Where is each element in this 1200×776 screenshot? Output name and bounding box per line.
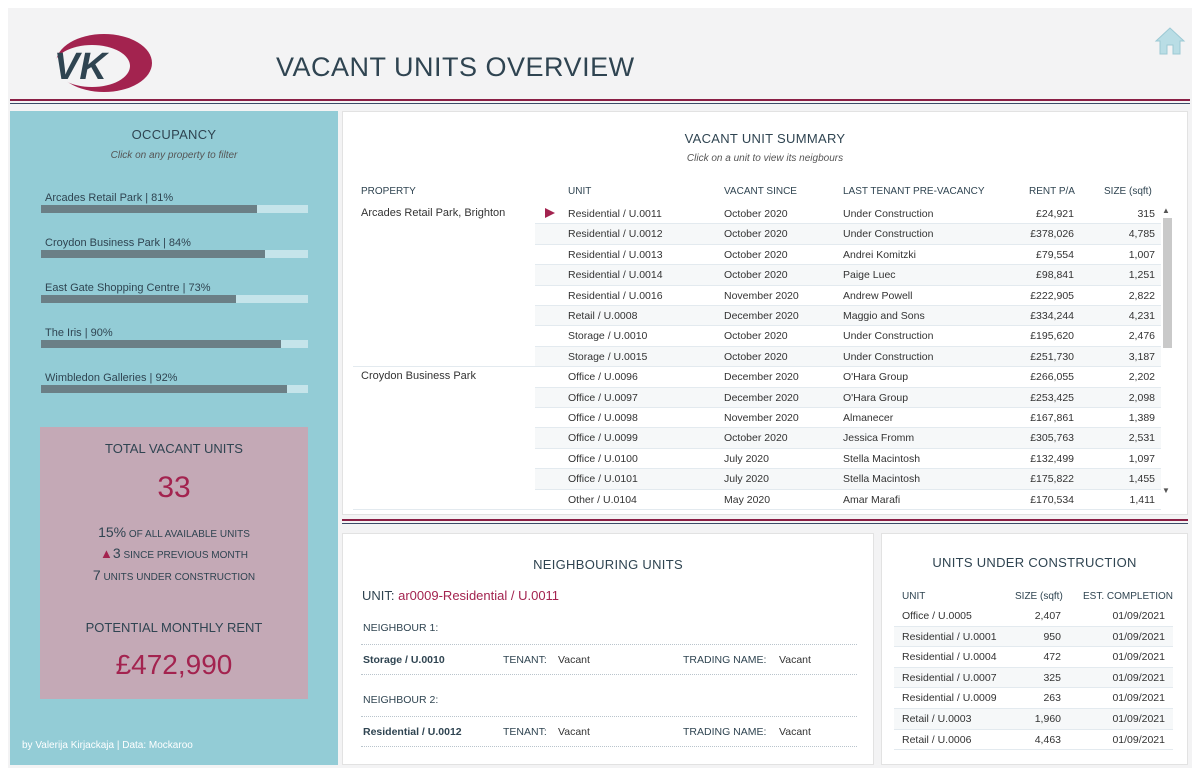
cell-cons-size: 1,960 [1034,713,1061,725]
table-row[interactable] [343,388,1161,408]
table-row[interactable] [343,408,1161,428]
cell-last-tenant: Under Construction [843,350,934,363]
neighbouring-units [342,533,874,765]
table-row[interactable] [343,347,1161,367]
cell-cons-size: 325 [1043,671,1061,684]
scroll-up-icon[interactable]: ▲ [1162,206,1170,215]
selected-unit [362,588,559,603]
col-last-tenant[interactable]: LAST TENANT PRE-VACANCY [843,186,985,197]
table-row[interactable] [894,688,1173,709]
col-size[interactable]: SIZE (sqft) [1104,186,1152,197]
occupancy-bar-fill [41,250,265,258]
cell-cons-completion: 01/09/2021 [1112,713,1165,725]
occupancy-item[interactable] [41,372,308,400]
occupancy-label: The Iris | 90% [45,327,113,339]
cell-last-tenant: Under Construction [843,228,934,241]
construction-title: UNITS UNDER CONSTRUCTION [932,555,1137,570]
section-divider [342,519,1188,524]
cell-rent: £170,534 [1030,493,1074,506]
table-row[interactable] [343,367,1161,387]
cell-cons-unit: Residential / U.0007 [902,671,997,684]
cell-vacant-since: November 2020 [724,412,799,424]
vacant-unit-summary [342,111,1188,515]
cell-size: 1,389 [1128,412,1155,424]
group-divider [353,509,535,510]
cell-rent: £175,822 [1030,473,1074,486]
cell-unit: Office / U.0099 [568,432,638,445]
cell-rent: £195,620 [1030,330,1074,343]
credit-text: by Valerija Kirjackaja | Data: Mockaroo [22,740,193,751]
table-row[interactable] [894,730,1173,751]
home-icon[interactable] [1154,26,1186,56]
cell-cons-size: 2,407 [1034,610,1061,622]
occupancy-item[interactable] [41,192,308,220]
occupancy-bar-track [41,295,308,303]
cell-unit: Residential / U.0016 [568,289,663,302]
occupancy-bar-track [41,385,308,393]
col-cons-unit[interactable]: UNIT [902,591,926,602]
trading-name-label: TRADING NAME: [683,726,767,738]
occupancy-label: East Gate Shopping Centre | 73% [45,282,211,294]
cell-rent: £266,055 [1030,371,1074,384]
trading-name-label: TRADING NAME: [683,654,767,666]
table-row[interactable] [343,204,1161,224]
table-row[interactable] [343,224,1161,244]
cell-rent: £253,425 [1030,391,1074,404]
cell-cons-unit: Residential / U.0004 [902,651,997,664]
kpi-change-value: 3 [112,545,121,561]
occupancy-label: Wimbledon Galleries | 92% [45,372,178,384]
cell-size: 4,785 [1128,228,1155,241]
kpi-pct-line [40,524,308,540]
cell-size: 2,202 [1128,371,1155,384]
cell-vacant-since: October 2020 [724,330,788,343]
cell-vacant-since: October 2020 [724,248,788,261]
cell-vacant-since: December 2020 [724,391,799,404]
cell-cons-completion: 01/09/2021 [1112,651,1165,664]
table-row[interactable] [343,449,1161,469]
cell-vacant-since: May 2020 [724,493,771,506]
cell-last-tenant: Stella Macintosh [843,452,921,465]
vk-logo [48,32,154,94]
table-row[interactable] [343,469,1161,489]
cell-size: 3,187 [1128,350,1155,363]
cell-cons-unit: Retail / U.0006 [902,733,972,746]
header-divider [10,99,1190,104]
col-cons-size[interactable]: SIZE (sqft) [1015,591,1063,602]
col-property[interactable]: PROPERTY [361,186,416,197]
table-row[interactable] [343,245,1161,265]
cell-unit: Storage / U.0010 [568,330,648,343]
cell-vacant-since: October 2020 [724,269,788,282]
units-under-construction [881,533,1188,765]
cell-size: 2,531 [1128,432,1155,445]
summary-table-body [343,204,1161,506]
row-divider [535,509,1161,510]
summary-title: VACANT UNIT SUMMARY [684,131,846,146]
col-vacant-since[interactable]: VACANT SINCE [724,186,797,197]
potential-rent-title: POTENTIAL MONTHLY RENT [85,620,263,635]
cell-unit: Residential / U.0013 [568,248,663,261]
occupancy-panel [10,111,338,765]
occupancy-item[interactable] [41,327,308,355]
table-row[interactable] [343,326,1161,346]
cell-unit: Office / U.0098 [568,412,638,424]
cell-vacant-since: October 2020 [724,350,788,363]
tenant-value: Vacant [558,726,590,738]
cell-cons-unit: Office / U.0005 [902,610,972,622]
cell-size: 1,007 [1128,248,1155,261]
cell-last-tenant: Andrei Komitzki [843,248,916,261]
cell-unit: Other / U.0104 [568,493,637,506]
col-cons-completion[interactable]: EST. COMPLETION [1083,591,1174,602]
neighbour-unit: Storage / U.0010 [363,654,445,666]
property-label[interactable]: Arcades Retail Park, Brighton [361,207,506,219]
summary-scrollbar[interactable] [1161,206,1173,496]
cell-rent: £132,499 [1030,452,1074,465]
cell-cons-completion: 01/09/2021 [1112,692,1165,705]
cell-vacant-since: July 2020 [724,452,769,465]
cell-vacant-since: October 2020 [724,228,788,241]
table-row[interactable] [343,265,1161,285]
cell-unit: Office / U.0101 [568,473,638,486]
cell-rent: £24,921 [1036,208,1074,220]
up-arrow-icon: ▲ [100,546,113,561]
kpi-construction-line [40,567,308,583]
cell-unit: Residential / U.0014 [568,269,663,282]
cell-size: 1,455 [1128,473,1155,486]
col-rent[interactable]: RENT P/A [1029,186,1075,197]
cell-unit: Office / U.0100 [568,452,638,465]
cell-vacant-since: November 2020 [724,289,799,302]
neighbour-heading: NEIGHBOUR 2: [363,694,439,706]
cell-cons-size: 950 [1043,630,1061,643]
neighbour-unit: Residential / U.0012 [363,726,462,738]
occupancy-label: Croydon Business Park | 84% [45,237,191,249]
summary-header-row [343,186,1189,202]
table-row[interactable] [343,286,1161,306]
cell-rent: £79,554 [1036,248,1074,261]
cell-last-tenant: Paige Luec [843,269,896,282]
tenant-value: Vacant [558,654,590,666]
trading-name-value: Vacant [779,654,811,666]
kpi-change-line [40,545,308,561]
cell-size: 2,476 [1128,330,1155,343]
cell-last-tenant: Jessica Fromm [843,432,915,445]
cell-cons-completion: 01/09/2021 [1112,630,1165,643]
table-row[interactable] [894,668,1173,689]
occupancy-item[interactable] [41,282,308,310]
scroll-down-icon[interactable]: ▼ [1162,486,1170,495]
cell-vacant-since: October 2020 [724,208,788,220]
table-row[interactable] [343,490,1161,510]
tenant-label: TENANT: [503,726,547,738]
total-vacant-title: TOTAL VACANT UNITS [105,441,243,456]
cell-last-tenant: Maggio and Sons [843,310,925,322]
cell-unit: Storage / U.0015 [568,350,648,363]
table-row[interactable] [894,627,1173,648]
occupancy-subtitle: Click on any property to filter [110,150,238,161]
total-vacant-value: 33 [157,471,191,504]
occupancy-bar-fill [41,385,287,393]
occupancy-bar-fill [41,205,257,213]
cell-vacant-since: July 2020 [724,473,769,486]
cell-cons-size: 472 [1043,651,1061,664]
page-title: VACANT UNITS OVERVIEW [276,52,635,82]
cell-vacant-since: October 2020 [724,432,788,445]
cell-last-tenant: Under Construction [843,330,934,343]
tenant-label: TENANT: [503,654,547,666]
kpi-pct-label: OF ALL AVAILABLE UNITS [128,529,250,540]
cell-unit: Office / U.0096 [568,371,638,384]
cell-size: 1,251 [1128,269,1155,282]
cell-rent: £334,244 [1030,310,1074,322]
occupancy-item[interactable] [41,237,308,265]
table-row[interactable] [894,647,1173,668]
selected-unit-value: ar0009-Residential / U.0011 [398,588,560,603]
table-row[interactable] [894,606,1173,627]
neighbour-divider [361,746,857,747]
occupancy-bar-track [41,340,308,348]
cell-size: 2,098 [1128,391,1155,404]
kpi-pct-value: 15% [98,524,127,540]
cell-cons-size: 4,463 [1034,733,1061,746]
table-row[interactable] [894,709,1173,730]
cell-last-tenant: Stella Macintosh [843,473,921,486]
kpi-construction-label: UNITS UNDER CONSTRUCTION [103,572,256,583]
kpi-construction-value: 7 [92,567,101,583]
svg-text:VK: VK [54,46,107,88]
cell-cons-completion: 01/09/2021 [1112,671,1165,684]
neighbour-divider [361,644,857,645]
neighbour-divider [361,674,857,675]
cell-size: 1,411 [1129,493,1155,506]
occupancy-title: OCCUPANCY [131,127,217,142]
cell-size: 1,097 [1128,452,1155,465]
property-label[interactable]: Croydon Business Park [361,370,476,383]
cell-last-tenant: Amar Marafi [843,493,901,506]
cell-rent: £222,905 [1030,289,1074,302]
cell-size: 4,231 [1128,310,1155,322]
cell-vacant-since: December 2020 [724,310,799,322]
potential-rent-value: £472,990 [115,649,233,680]
col-unit[interactable]: UNIT [568,186,592,197]
scroll-thumb[interactable] [1163,218,1172,348]
cell-unit: Residential / U.0012 [568,228,663,241]
cell-last-tenant: O'Hara Group [843,391,909,404]
summary-subtitle: Click on a unit to view its neigbours [686,153,844,164]
neighbours-title: NEIGHBOURING UNITS [533,557,683,572]
cell-size: 2,822 [1128,289,1155,302]
cell-vacant-since: December 2020 [724,371,799,384]
occupancy-bar-fill [41,295,236,303]
occupancy-bar-track [41,205,308,213]
cell-last-tenant: O'Hara Group [843,371,909,384]
occupancy-bar-fill [41,340,281,348]
cell-size: 315 [1137,208,1155,220]
kpi-box [40,427,308,699]
cell-cons-unit: Residential / U.0009 [902,692,997,705]
cell-rent: £305,763 [1030,432,1074,445]
trading-name-value: Vacant [779,726,811,738]
cell-last-tenant: Almanecer [843,412,894,424]
cell-cons-completion: 01/09/2021 [1112,733,1165,746]
cell-last-tenant: Under Construction [843,208,934,220]
neighbour-divider [361,716,857,717]
cell-rent: £378,026 [1030,228,1074,241]
cell-last-tenant: Andrew Powell [843,289,913,302]
table-row[interactable] [343,428,1161,448]
neighbour-heading: NEIGHBOUR 1: [363,622,439,634]
cell-cons-unit: Retail / U.0003 [902,713,972,725]
cell-rent: £98,841 [1036,269,1074,282]
table-row[interactable] [343,306,1161,326]
occupancy-label: Arcades Retail Park | 81% [45,192,174,204]
cell-cons-unit: Residential / U.0001 [902,630,997,643]
cell-unit: Office / U.0097 [568,391,638,404]
kpi-change-label: SINCE PREVIOUS MONTH [123,550,248,561]
selected-row-marker-icon [545,208,555,218]
cell-rent: £167,861 [1030,412,1074,424]
occupancy-bar-track [41,250,308,258]
cell-unit: Retail / U.0008 [568,310,638,322]
cell-cons-size: 263 [1043,692,1061,705]
cell-rent: £251,730 [1030,350,1074,363]
selected-unit-label: UNIT: [362,588,395,603]
cell-unit: Residential / U.0011 [568,208,662,220]
cell-cons-completion: 01/09/2021 [1112,610,1165,622]
